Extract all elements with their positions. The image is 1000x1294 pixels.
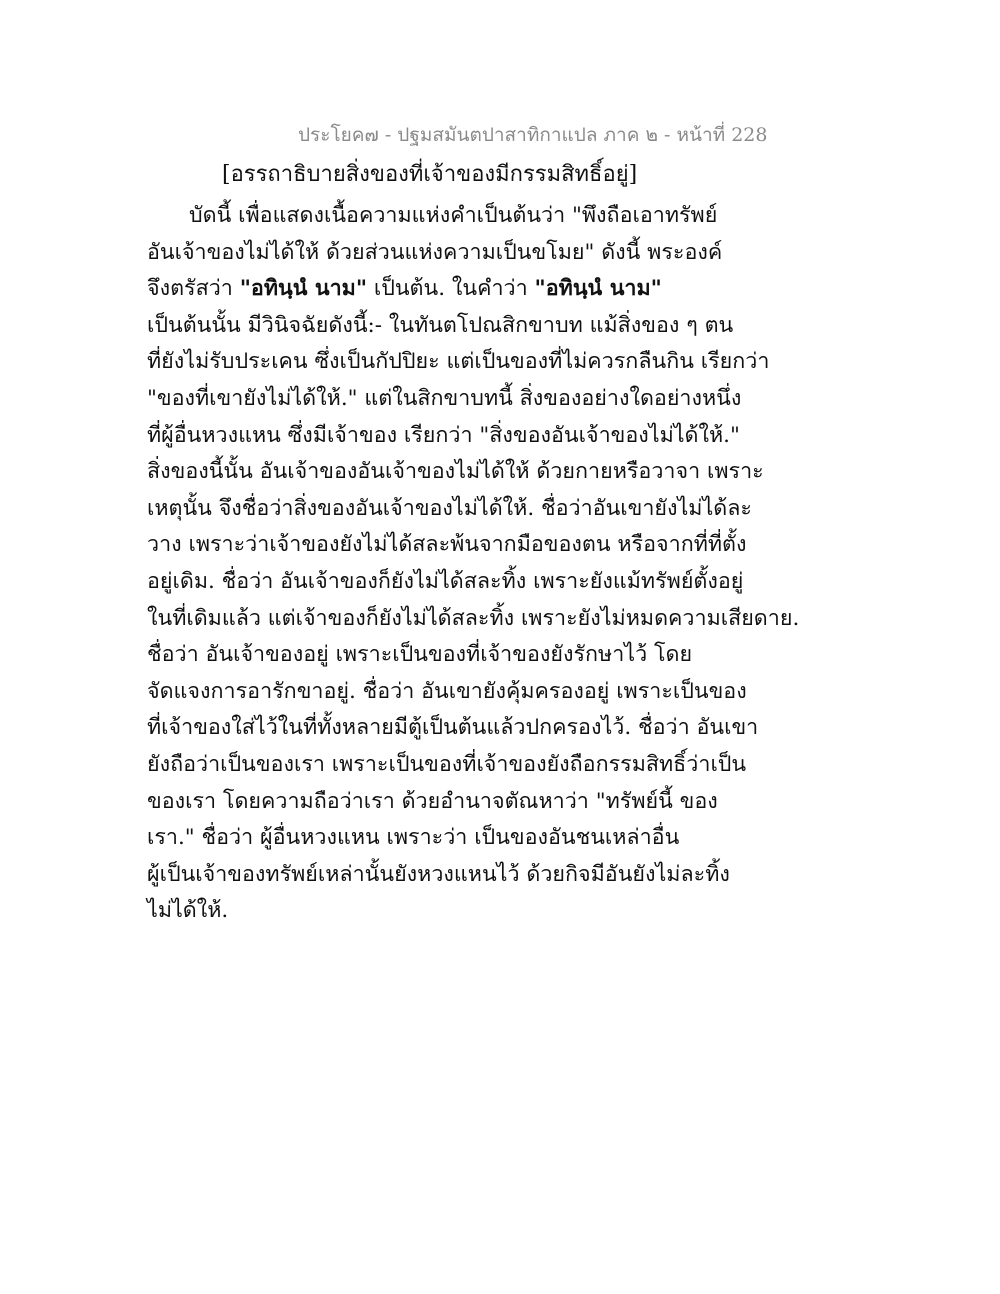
body-line: "ของที่เขายังไม่ได้ให้." แต่ในสิกขาบทนี้ สิ่งของอย่างใดอย่างหนึ่ง [147, 385, 742, 411]
line-text: จึงตรัสว่า [147, 276, 240, 302]
body-line: ที่ยังไม่รับประเคน ซึ่งเป็นกัปปิยะ แต่เป็นของที่ไม่ควรกลืนกิน เรียกว่า [147, 349, 770, 375]
body-line: ที่ผู้อื่นหวงแหน ซึ่งมีเจ้าของ เรียกว่า "สิ่งของอันเจ้าของไม่ได้ให้." [147, 422, 740, 448]
body-line: บัดนี้ เพื่อแสดงเนื้อความแห่งคำเป็นต้นว่า "พึงถือเอาทรัพย์ [189, 203, 718, 228]
body-line: เป็นต้นนั้น มีวินิจฉัยดังนี้:- ในทันตโปณสิกขาบท แม้สิ่งของ ๆ ตน [147, 312, 734, 338]
body-line: อันเจ้าของไม่ได้ให้ ด้วยส่วนแห่งความเป็นขโมย" ดังนี้ พระองค์ [147, 239, 723, 265]
running-header: ประโยค๗ - ปฐมสมันตปาสาทิกาแปล ภาค ๒ - หน้าที่ 228 [298, 124, 768, 146]
line-text: เป็นต้น. ในคำว่า [367, 276, 535, 302]
body-line: วาง เพราะว่าเจ้าของยังไม่ได้สละพ้นจากมือของตน หรือจากที่ที่ตั้ง [147, 532, 747, 558]
body-line: สิ่งของนี้นั้น อันเจ้าของอันเจ้าของไม่ได้ให้ ด้วยกายหรือวาจา เพราะ [147, 459, 764, 485]
body-line: ที่เจ้าของใส่ไว้ในที่ทั้งหลายมีตู้เป็นต้นแล้วปกครองไว้. ชื่อว่า อันเขา [147, 715, 759, 741]
body-line: ผู้เป็นเจ้าของทรัพย์เหล่านั้นยังหวงแหนไว้ ด้วยกิจมีอันยังไม่ละทิ้ง [147, 861, 730, 887]
body-line: เหตุนั้น จึงชื่อว่าสิ่งของอันเจ้าของไม่ได้ให้. ชื่อว่าอันเขายังไม่ได้ละ [147, 495, 752, 521]
body-line: ของเรา โดยความถือว่าเรา ด้วยอำนาจตัณหาว่า "ทรัพย์นี้ ของ [147, 788, 718, 814]
body-line: ชื่อว่า อันเจ้าของอยู่ เพราะเป็นของที่เจ้าของยังรักษาไว้ โดย [147, 642, 693, 668]
body-line: อยู่เดิม. ชื่อว่า อันเจ้าของก็ยังไม่ได้สละทิ้ง เพราะยังแม้ทรัพย์ตั้งอยู่ [147, 568, 744, 594]
body-line: จัดแจงการอารักขาอยู่. ชื่อว่า อันเขายังคุ้มครองอยู่ เพราะเป็นของ [147, 678, 747, 704]
body-line: ไม่ได้ให้. [147, 898, 229, 924]
body-line [147, 271, 727, 308]
pali-term: "อทินฺนํ นาม" [534, 276, 662, 302]
body-line: เรา." ชื่อว่า ผู้อื่นหวงแหน เพราะว่า เป็นของอันชนเหล่าอื่น [147, 825, 680, 851]
pali-term: "อทินฺนํ นาม" [239, 276, 368, 302]
body-line: ยังถือว่าเป็นของเรา เพราะเป็นของที่เจ้าของยังถือกรรมสิทธิ์ว่าเป็น [147, 751, 747, 777]
body-line: ในที่เดิมแล้ว แต่เจ้าของก็ยังไม่ได้สละทิ้ง เพราะยังไม่หมดความเสียดาย. [147, 605, 800, 631]
body-text [147, 198, 800, 930]
section-heading: [อรรถาธิบายสิ่งของที่เจ้าของมีกรรมสิทธิ์อยู่] [222, 162, 638, 187]
